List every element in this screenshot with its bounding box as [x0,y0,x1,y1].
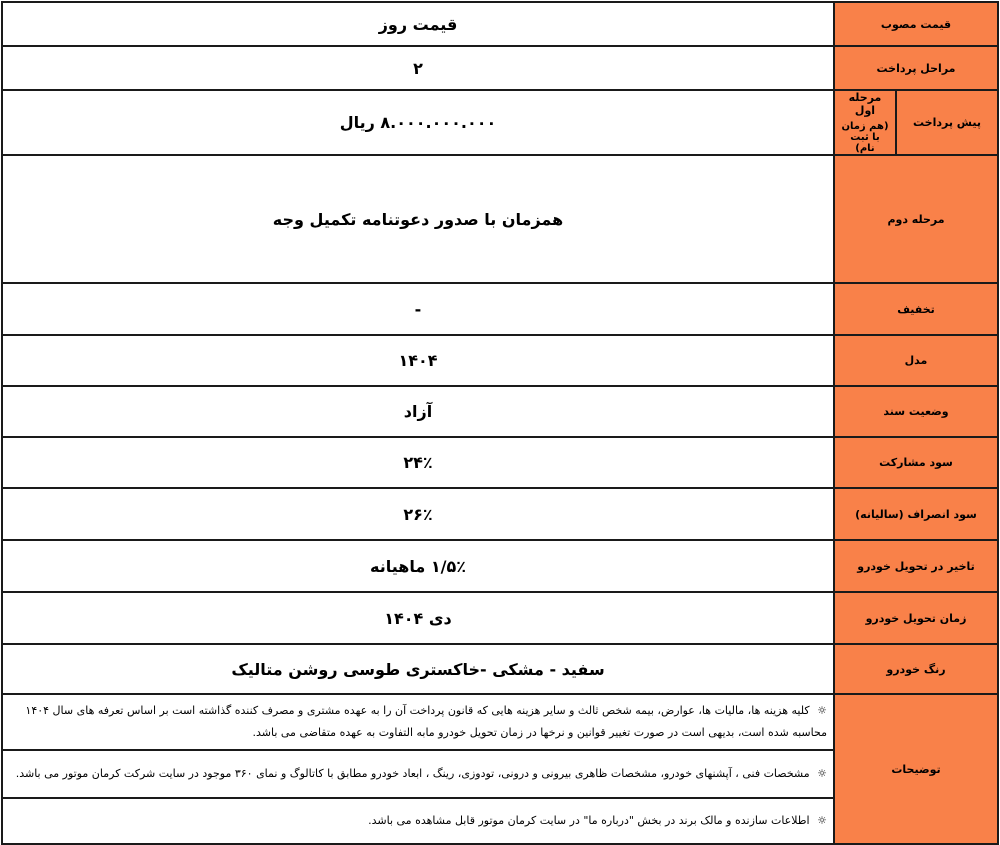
cancellation-profit-label: سود انصراف (سالیانه) [834,488,998,540]
document-status-label: وضعیت سند [834,386,998,437]
delivery-delay-value: ۱/۵٪ ماهیانه [2,540,834,592]
stage2-value: همزمان با صدور دعوتنامه تکمیل وجه [2,155,834,283]
row-car-color [2,644,998,694]
stage1-label [834,90,896,155]
row-stage2 [2,155,998,283]
stage1-subtitle: (هم زمان با ثبت نام) [841,121,889,154]
sales-conditions-table [1,1,999,845]
row-model [2,335,998,386]
delivery-delay-label: تاخیر در تحویل خودرو [834,540,998,592]
car-color-value: سفید - مشکی -خاکستری طوسی روشن متالیک [2,644,834,694]
note-item [2,750,834,798]
note-text: اطلاعات سازنده و مالک برند در بخش "درباره ما" در سایت کرمان موتور قابل مشاهده می باشد. [368,814,810,827]
price-label: قیمت مصوب [834,2,998,46]
note-item [2,798,834,844]
row-price [2,2,998,46]
note-text: کلیه هزینه ها، مالیات ها، عوارض، بیمه شخص ثالث و سایر هزینه هایی که قانون پرداخت آن را به عهده مشتری و مصرف کننده گذاشته است بر اساس تعرفه های سال ۱۴۰۴ محاسبه شده است، بدیهی است در صورت تغییر قوانین و نرخها در زمان تحویل خودرو مابه التفاوت به عهده متقاضی می باشد. [25,704,827,739]
model-value: ۱۴۰۴ [2,335,834,386]
notes-label: توضیحات [834,694,998,844]
note-item [2,694,834,750]
row-prepayment [2,90,998,155]
prepayment-value: ۸.۰۰۰.۰۰۰.۰۰۰ ریال [2,90,834,155]
note-text: مشخصات فنی ، آپشنهای خودرو، مشخصات ظاهری بیرونی و درونی، تودوزی، رینگ ، ابعاد خودرو مطابق با کاتالوگ و نمای ۳۶۰ موجود در سایت شرکت کرمان موتور می باشد. [15,767,810,780]
bullet-icon: ☼ [817,767,827,780]
prepayment-label: پیش پرداخت [896,90,998,155]
row-delivery-delay [2,540,998,592]
row-note-1 [2,694,998,750]
car-color-label: رنگ خودرو [834,644,998,694]
row-cancellation-profit [2,488,998,540]
delivery-time-value: دی ۱۴۰۴ [2,592,834,644]
stage2-label: مرحله دوم [834,155,998,283]
payment-stages-label: مراحل پرداخت [834,46,998,90]
participation-profit-label: سود مشارکت [834,437,998,488]
bullet-icon: ☼ [817,704,827,717]
model-label: مدل [834,335,998,386]
bullet-icon: ☼ [817,814,827,827]
stage1-title: مرحله اول [848,91,882,117]
discount-label: تخفیف [834,283,998,335]
row-document-status [2,386,998,437]
row-discount [2,283,998,335]
participation-profit-value: ۲۴٪ [2,437,834,488]
price-value: قیمت روز [2,2,834,46]
row-participation-profit [2,437,998,488]
payment-stages-value: ۲ [2,46,834,90]
row-payment-stages [2,46,998,90]
delivery-time-label: زمان تحویل خودرو [834,592,998,644]
document-status-value: آزاد [2,386,834,437]
cancellation-profit-value: ۲۶٪ [2,488,834,540]
row-delivery-time [2,592,998,644]
discount-value: - [2,283,834,335]
